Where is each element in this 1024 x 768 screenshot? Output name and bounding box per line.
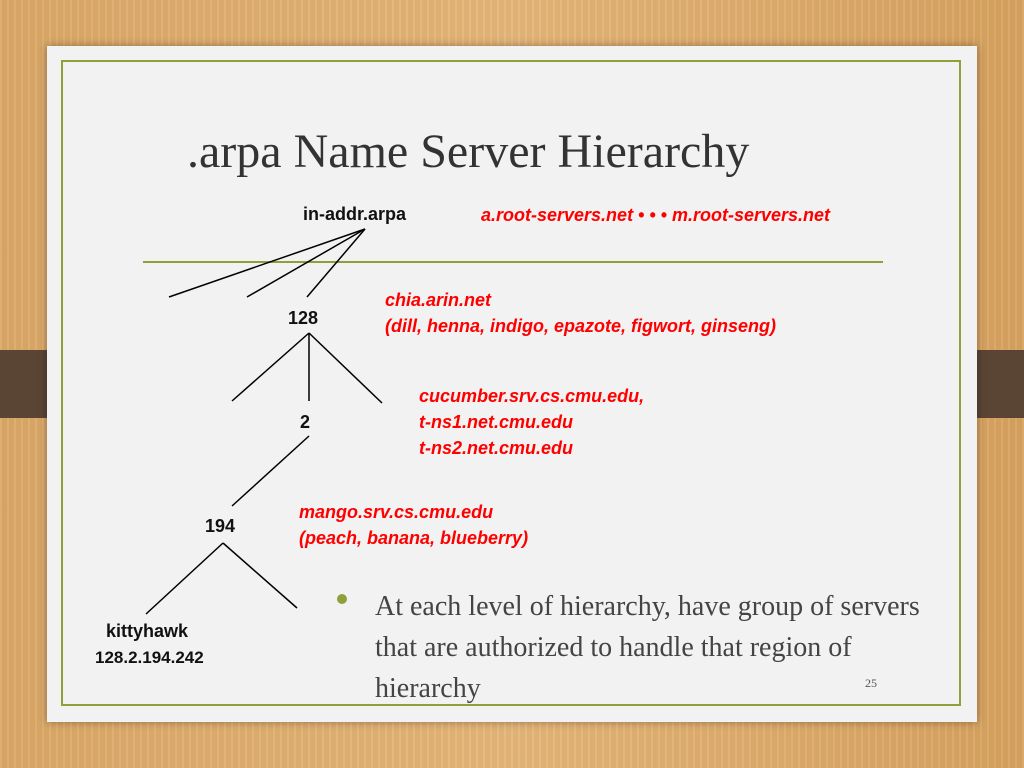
node-kittyhawk-ip: 128.2.194.242	[95, 648, 204, 667]
cs-secondary: (peach, banana, blueberry)	[299, 528, 529, 548]
cmu-ns1: t-ns1.net.cmu.edu	[419, 412, 574, 432]
bullet-dot-icon	[337, 594, 347, 604]
bullet-text: At each level of hierarchy, have group of servers that are authorized to handle that region of hierarchy	[375, 591, 920, 704]
node-194: 194	[205, 516, 236, 536]
edge-2-194	[232, 436, 309, 506]
cmu-primary: cucumber.srv.cs.cmu.edu,	[419, 386, 645, 406]
node-in-addr-arpa: in-addr.arpa	[303, 204, 407, 224]
arin-secondary: (dill, henna, indigo, epazote, figwort, ginseng)	[385, 316, 776, 336]
edge-128-right	[309, 333, 382, 403]
cmu-servers-label	[419, 383, 644, 461]
edge-root-middle	[247, 229, 365, 297]
slide-card	[47, 46, 977, 722]
cs-servers-label	[299, 499, 528, 551]
cs-primary: mango.srv.cs.cmu.edu	[299, 502, 494, 522]
page-number: 25	[865, 676, 877, 690]
arin-primary: chia.arin.net	[385, 290, 492, 310]
cmu-ns2: t-ns2.net.cmu.edu	[419, 438, 574, 458]
edge-128-left	[232, 333, 309, 401]
node-kittyhawk: kittyhawk	[106, 621, 189, 641]
node-128: 128	[288, 308, 319, 328]
edge-194-kittyhawk	[146, 543, 223, 614]
root-servers-label: a.root-servers.net • • • m.root-servers.net	[481, 205, 831, 225]
slide-title: .arpa Name Server Hierarchy	[187, 125, 750, 178]
arin-servers-label	[385, 287, 776, 339]
edge-194-right	[223, 543, 297, 608]
node-2: 2	[300, 412, 311, 432]
